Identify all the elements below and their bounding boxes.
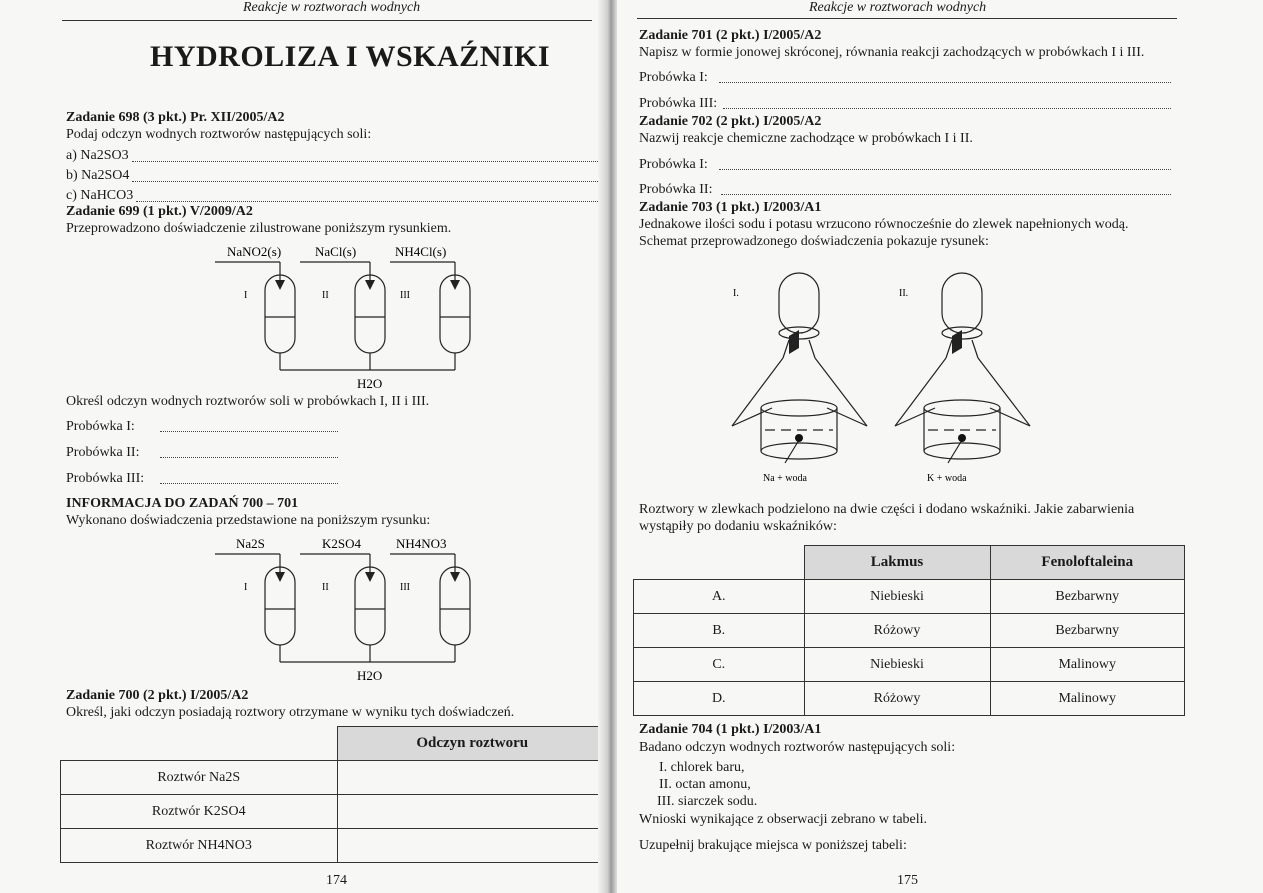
task-699-question: Określ odczyn wodnych roztworów soli w probówkach I, II i III. bbox=[66, 394, 430, 409]
apparatus-caption: K + woda bbox=[927, 473, 967, 484]
table-cell: Malinowy bbox=[990, 682, 1185, 716]
table-row[interactable] bbox=[634, 648, 1185, 682]
running-head: Reakcje w roztworach wodnych bbox=[243, 0, 421, 15]
answer-line bbox=[132, 181, 598, 182]
task-702-heading: Zadanie 702 (2 pkt.) I/2005/A2 bbox=[639, 114, 822, 129]
answer-line bbox=[719, 82, 1171, 83]
answer-line bbox=[719, 169, 1171, 170]
table-cell: Bezbarwny bbox=[990, 614, 1185, 648]
tube-label: I bbox=[244, 290, 248, 301]
task-704-text: Wnioski wynikające z obserwacji zebrano w tabeli. bbox=[639, 812, 928, 827]
reagent-label: Na2S bbox=[236, 536, 265, 551]
task-698-heading: Zadanie 698 (3 pkt.) Pr. XII/2005/A2 bbox=[66, 110, 285, 125]
table-cell: Roztwór K2SO4 bbox=[61, 795, 338, 829]
task-703-text: Schemat przeprowadzonego doświadczenia pokazuje rysunek: bbox=[639, 234, 989, 249]
answer-cell[interactable] bbox=[337, 795, 606, 829]
task-700-heading: Zadanie 700 (2 pkt.) I/2005/A2 bbox=[66, 688, 249, 703]
answer-cell[interactable] bbox=[337, 761, 606, 795]
page-number: 174 bbox=[326, 873, 347, 888]
reagent-label: NaCl(s) bbox=[315, 244, 357, 259]
answer-label: Probówka I: bbox=[639, 157, 708, 172]
answer-cell[interactable] bbox=[337, 829, 606, 863]
table-cell: Roztwór NH4NO3 bbox=[61, 829, 338, 863]
option-label[interactable]: D. bbox=[634, 682, 805, 716]
table-row bbox=[634, 546, 1185, 580]
task-698-item-a: a) Na2SO3 bbox=[66, 148, 129, 163]
tube-label: I bbox=[244, 582, 248, 593]
task-698-item-c: c) NaHCO3 bbox=[66, 188, 134, 203]
task-699-text: Przeprowadzono doświadczenie zilustrowane poniższym rysunkiem. bbox=[66, 221, 452, 236]
table-header-cell: Lakmus bbox=[804, 546, 990, 580]
tube-label: III bbox=[400, 582, 410, 593]
tube-label: II bbox=[322, 290, 329, 301]
table-row bbox=[61, 795, 607, 829]
list-item: III. siarczek sodu. bbox=[657, 794, 758, 809]
water-label: H2O bbox=[357, 376, 383, 391]
answer-line bbox=[160, 431, 338, 432]
tube-label: II bbox=[322, 582, 329, 593]
reagent-label: NH4Cl(s) bbox=[395, 244, 447, 259]
table-header-cell: Fenoloftaleina bbox=[990, 546, 1185, 580]
table-row bbox=[61, 829, 607, 863]
reagent-label: K2SO4 bbox=[322, 536, 362, 551]
table-cell: Malinowy bbox=[990, 648, 1185, 682]
table-cell: Różowy bbox=[804, 682, 990, 716]
task-701-text: Napisz w formie jonowej skróconej, równania reakcji zachodzących w probówkach I i III. bbox=[639, 45, 1145, 60]
task-703-question: Roztwory w zlewkach podzielono na dwie części i dodano wskaźniki. Jakie zabarwienia bbox=[639, 502, 1135, 517]
answer-label: Probówka I: bbox=[639, 70, 708, 85]
reagent-label: NH4NO3 bbox=[396, 536, 447, 551]
answer-line bbox=[132, 161, 598, 162]
table-row bbox=[61, 761, 607, 795]
answer-label: Probówka I: bbox=[66, 419, 135, 434]
answer-label: Probówka III: bbox=[66, 471, 145, 486]
answer-label: Probówka III: bbox=[639, 96, 718, 111]
running-head: Reakcje w roztworach wodnych bbox=[809, 0, 987, 15]
table-cell: Niebieski bbox=[804, 648, 990, 682]
table-cell: Roztwór Na2S bbox=[61, 761, 338, 795]
header-rule bbox=[62, 20, 592, 21]
option-label[interactable]: A. bbox=[634, 580, 805, 614]
table-row bbox=[61, 727, 607, 761]
task-699-heading: Zadanie 699 (1 pkt.) V/2009/A2 bbox=[66, 204, 253, 219]
list-item: I. chlorek baru, bbox=[659, 760, 745, 775]
task-700-table bbox=[60, 726, 606, 863]
table-cell: Różowy bbox=[804, 614, 990, 648]
table-cell: Bezbarwny bbox=[990, 580, 1185, 614]
option-label[interactable]: B. bbox=[634, 614, 805, 648]
task-700-text: Określ, jaki odczyn posiadają roztwory otrzymane w wyniku tych doświadczeń. bbox=[66, 705, 515, 720]
table-header-cell: Odczyn roztworu bbox=[337, 727, 606, 761]
task-701-heading: Zadanie 701 (2 pkt.) I/2005/A2 bbox=[639, 28, 822, 43]
apparatus-label: II. bbox=[899, 288, 909, 299]
task-704-text: Uzupełnij brakujące miejsca w poniższej tabeli: bbox=[639, 838, 907, 853]
answer-line bbox=[160, 457, 338, 458]
task-698-text: Podaj odczyn wodnych roztworów następujących soli: bbox=[66, 127, 372, 142]
apparatus-label: I. bbox=[733, 288, 739, 299]
answer-label: Probówka II: bbox=[639, 182, 713, 197]
indicator-table bbox=[633, 545, 1185, 716]
table-cell: Niebieski bbox=[804, 580, 990, 614]
answer-line bbox=[723, 108, 1171, 109]
task-703-heading: Zadanie 703 (1 pkt.) I/2003/A1 bbox=[639, 200, 822, 215]
task-704-text: Badano odczyn wodnych roztworów następujących soli: bbox=[639, 740, 956, 755]
task-704-heading: Zadanie 704 (1 pkt.) I/2003/A1 bbox=[639, 722, 822, 737]
beaker-figure bbox=[727, 268, 1047, 488]
list-item: II. octan amonu, bbox=[659, 777, 751, 792]
experiment-figure-2 bbox=[210, 534, 480, 684]
answer-line bbox=[160, 483, 338, 484]
apparatus-caption: Na + woda bbox=[763, 473, 807, 484]
table-row[interactable] bbox=[634, 614, 1185, 648]
chapter-title: HYDROLIZA I WSKAŹNIKI bbox=[150, 40, 551, 73]
task-702-text: Nazwij reakcje chemiczne zachodzące w probówkach I i II. bbox=[639, 131, 973, 146]
water-label: H2O bbox=[357, 668, 383, 683]
reagent-label: NaNO2(s) bbox=[227, 244, 282, 259]
table-header-cell bbox=[634, 546, 805, 580]
answer-line bbox=[721, 194, 1171, 195]
table-row[interactable] bbox=[634, 580, 1185, 614]
page-left bbox=[0, 0, 606, 893]
task-703-question: wystąpiły po dodaniu wskaźników: bbox=[639, 519, 837, 534]
answer-line bbox=[136, 201, 598, 202]
answer-label: Probówka II: bbox=[66, 445, 140, 460]
table-row[interactable] bbox=[634, 682, 1185, 716]
header-rule bbox=[637, 18, 1177, 19]
info-heading: INFORMACJA DO ZADAŃ 700 – 701 bbox=[66, 496, 299, 511]
page-right bbox=[617, 0, 1263, 893]
info-text: Wykonano doświadczenia przedstawione na poniższym rysunku: bbox=[66, 513, 431, 528]
task-703-text: Jednakowe ilości sodu i potasu wrzucono równocześnie do zlewek napełnionych wodą. bbox=[639, 217, 1129, 232]
experiment-figure-1 bbox=[210, 242, 480, 392]
option-label[interactable]: C. bbox=[634, 648, 805, 682]
page-number: 175 bbox=[897, 873, 918, 888]
task-698-item-b: b) Na2SO4 bbox=[66, 168, 130, 183]
tube-label: III bbox=[400, 290, 410, 301]
